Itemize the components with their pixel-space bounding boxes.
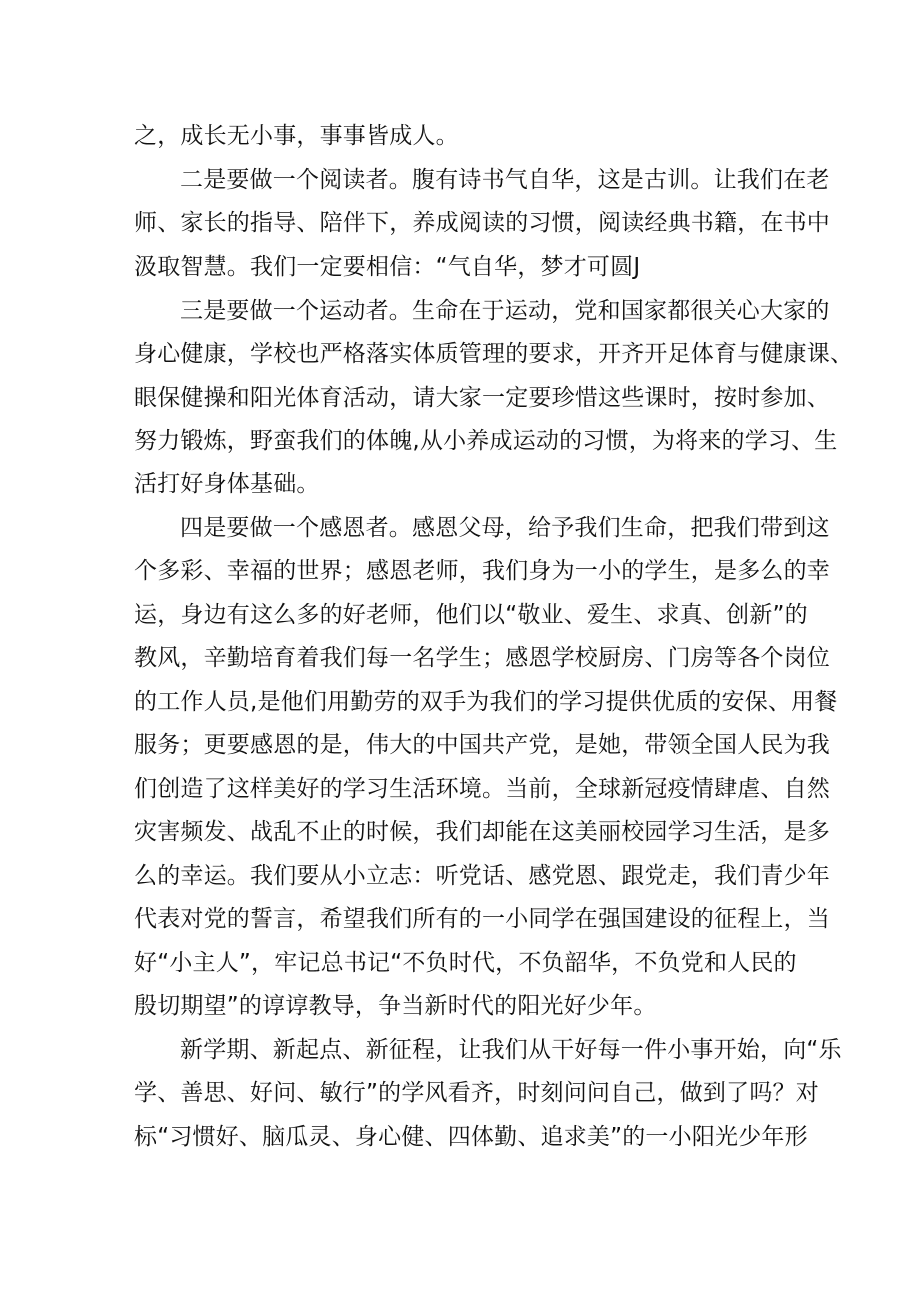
text-line: 们创造了这样美好的学习生活环境。当前，全球新冠疫情肆虐、自然 (134, 776, 830, 802)
text-line: 之，成长无小事，事事皆成人。 (134, 123, 459, 149)
text-line: 好“小主人”，牢记总书记“不负时代，不负韶华，不负党和人民的 (134, 950, 797, 976)
text-line: 努力锻炼，野蛮我们的体魄,从小养成运动的习惯，为将来的学习、生 (134, 428, 838, 454)
text-line: 个多彩、幸福的世界；感恩老师，我们身为一小的学生，是多么的幸 (134, 558, 830, 584)
text-line: 师、家长的指导、陪伴下，养成阅读的习惯，阅读经典书籍，在书中 (134, 210, 830, 236)
text-line: 教风，辛勤培育着我们每一名学生；感恩学校厨房、门房等各个岗位 (134, 645, 830, 671)
text-line: 的工作人员,是他们用勤劳的双手为我们的学习提供优质的安保、用餐 (134, 689, 838, 715)
text-line: 服务；更要感恩的是，伟大的中国共产党，是她，带领全国人民为我 (134, 732, 830, 758)
text-line: 灾害频发、战乱不止的时候，我们却能在这美丽校园学习生活，是多 (134, 819, 830, 845)
text-line: 么的幸运。我们要从小立志：听党话、感党恩、跟党走，我们青少年 (134, 863, 830, 889)
paragraph-start-line: 三是要做一个运动者。生命在于运动，党和国家都很关心大家的 (180, 298, 830, 324)
text-line: 身心健康，学校也严格落实体质管理的要求，开齐开足体育与健康课、 (134, 341, 854, 367)
text-line: 代表对党的誓言，希望我们所有的一小同学在强国建设的征程上，当 (134, 906, 830, 932)
paragraph-start-line: 四是要做一个感恩者。感恩父母，给予我们生命，把我们带到这 (180, 515, 830, 541)
text-line: 汲取智慧。我们一定要相信：“气自华，梦才可圆J (134, 254, 641, 280)
text-line: 标“习惯好、脑瓜灵、身心健、四体勤、追求美”的一小阳光少年形 (134, 1124, 808, 1150)
text-line: 眼保健操和阳光体育活动，请大家一定要珍惜这些课时，按时参加、 (134, 385, 830, 411)
text-line: 活打好身体基础。 (134, 471, 320, 497)
paragraph-start-line: 二是要做一个阅读者。腹有诗书气自华，这是古训。让我们在老 (180, 167, 830, 193)
text-line: 运，身边有这么多的好老师，他们以“敬业、爱生、求真、创新”的 (134, 602, 808, 628)
text-line: 殷切期望”的谆谆教导，争当新时代的阳光好少年。 (134, 993, 657, 1019)
paragraph-start-line: 新学期、新起点、新征程，让我们从干好每一件小事开始，向“乐 (180, 1037, 842, 1063)
text-line: 学、善思、好问、敏行”的学风看齐，时刻问问自己，做到了吗？对 (134, 1080, 819, 1106)
